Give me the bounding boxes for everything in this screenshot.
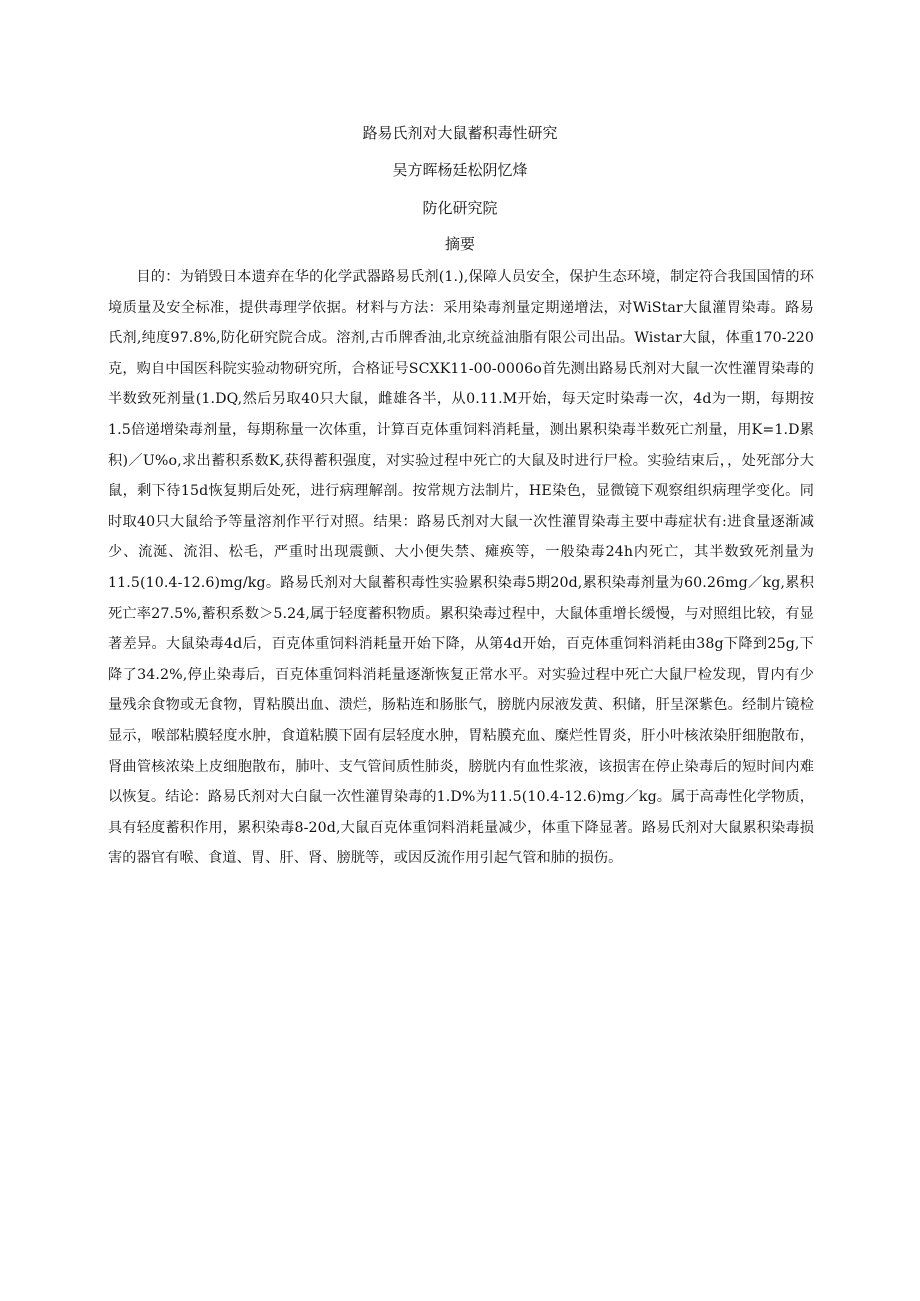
- abstract-heading: 摘要: [444, 235, 475, 253]
- paper-title: 路易氏剂对大鼠蓄积毒性研究: [362, 124, 558, 142]
- affiliation: 防化研究院: [422, 199, 498, 217]
- abstract-body: 目的：为销毁日本遗弃在华的化学武器路易氏剂(1.),保障人员安全，保护生态环境，制定符合我国国情的环境质量及安全标准，提供毒理学依据。材料与方法：采用染毒剂量定期递增法，对WiStar大鼠灌胃染毒。路易氏剂,纯度97.8%,防化研究院合成。溶剂,古币牌香油,北京统益油脂有限公司出品。Wistar大鼠，体重170-220克，购自中国医科院实验动物研究所，合格证号SCXK11-00-0006o首先测出路易氏剂对大鼠一次性灌胃染毒的半数致死剂量(1.DQ,然后另取40只大鼠，雌雄各半，从0.11.M开始，每天定时染毒一次，4d为一期，每期按1.5倍递增染毒剂量，每期称量一次体重，计算百克体重饲料消耗量，测出累积染毒半数死亡剂量，用K=1.D累积)／U%o,求出蓄积系数K,获得蓄积强度，对实验过程中死亡的大鼠及时进行尸检。实验结束后，，处死部分大鼠，剩下待15d恢复期后处死，进行病理解剖。按常规方法制片，HE染色，显微镜下观察组织病理学变化。同时取40只大鼠给予等量溶剂作平行对照。结果：路易氏剂对大鼠一次性灌胃染毒主要中毒症状有:进食量逐渐减少、流涎、流泪、松毛，严重时出现震颤、大小便失禁、瘫痪等，一般染毒24h内死亡，其半数致死剂量为11.5(10.4-12.6)mg/kg。路易氏剂对大鼠蓄积毒性实验累积染毒5期20d,累积染毒剂量为60.26mg／kg,累积死亡率27.5%,蓄积系数＞5.24,属于轻度蓄积物质。累积染毒过程中，大鼠体重增长缓慢，与对照组比较，有显著差异。大鼠染毒4d后，百克体重饲料消耗量开始下降，从第4d开始，百克体重饲料消耗由38g下降到25g,下降了34.2%,停止染毒后，百克体重饲料消耗量逐渐恢复正常水平。对实验过程中死亡大鼠尸检发现，胃内有少量残余食物或无食物，胃粘膜出血、溃烂，肠粘连和肠胀气，膀胱内尿液发黄、积储，肝呈深紫色。经制片镜检显示，喉部粘膜轻度水肿，食道粘膜下固有层轻度水肿，胃粘膜充血、糜烂性胃炎，肝小叶核浓染肝细胞散布，肾曲管核浓染上皮细胞散布，肺叶、支气管间质性肺炎，膀胱内有血性浆液，该损害在停止染毒后的短时间内难以恢复。结论：路易氏剂对大白鼠一次性灌胃染毒的1.D%为11.5(10.4-12.6)mg／kg。属于高毒性化学物质，具有轻度蓄积作用，累积染毒8-20d,大鼠百克体重饲料消耗量减少，体重下降显著。路易氏剂对大鼠累积染毒损害的器官有喉、食道、胃、肝、肾、膀胱等，或因反流作用引起气管和肺的损伤。: [108, 269, 814, 867]
- author-list: 吴方晖杨廷松阴忆烽: [392, 161, 528, 179]
